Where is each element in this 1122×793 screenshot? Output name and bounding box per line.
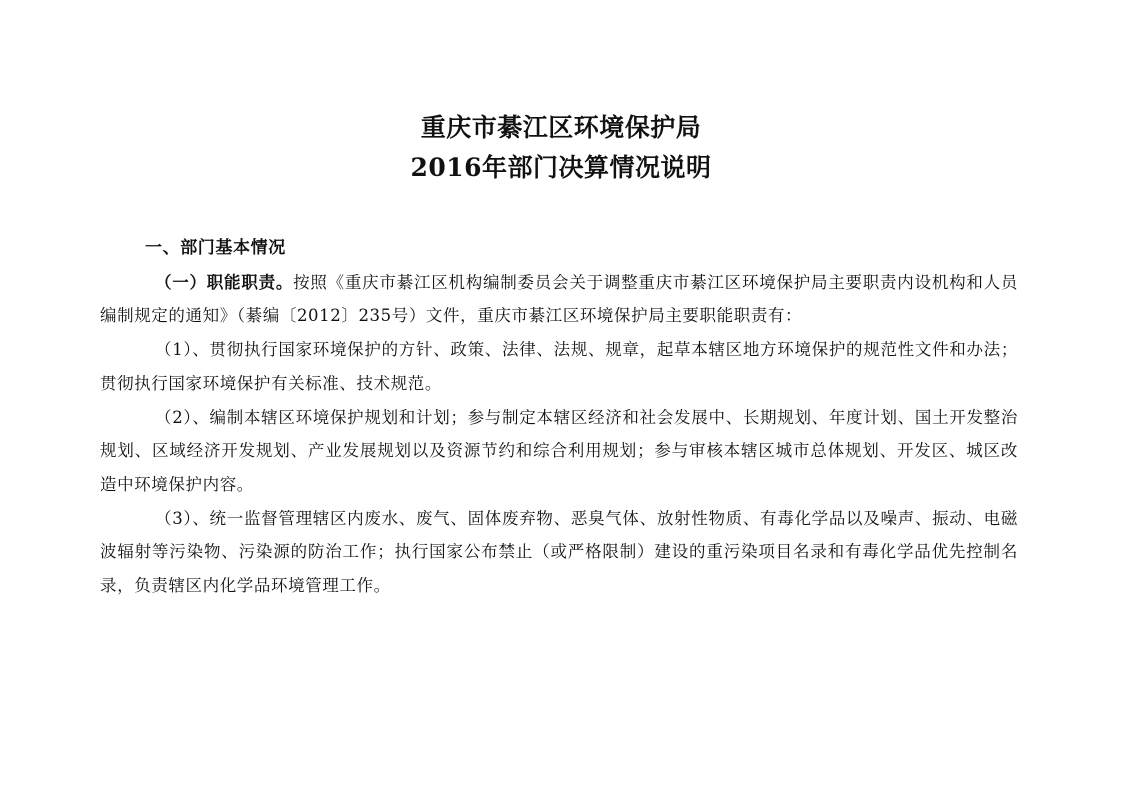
paragraph-item-1: （1）、贯彻执行国家环境保护的方针、政策、法律、法规、规章，起草本辖区地方环境保护的规范性文件和办法；贯彻执行国家环境保护有关标准、技术规范。 — [100, 340, 1018, 393]
section-heading: 一、部门基本情况 — [145, 238, 286, 258]
document-title-line2: 2016年部门决算情况说明 — [410, 153, 712, 182]
document-body — [100, 232, 1018, 603]
paragraph-duties-text: 按照《重庆市綦江区机构编制委员会关于调整重庆市綦江区环境保护局主要职责内设机构和人员编制规定的通知》（綦编〔2012〕235号）文件，重庆市綦江区环境保护局主要职能职责有： — [100, 272, 1018, 326]
sub-heading-duties: （一）职能职责。 — [155, 272, 294, 292]
paragraph-item-3: （3）、统一监督管理辖区内废水、废气、固体废弃物、恶臭气体、放射性物质、有毒化学品以及噪声、振动、电磁波辐射等污染物、污染源的防治工作；执行国家公布禁止（或严格限制）建设的重污染项目名录和有毒化学品优先控制名录，负责辖区内化学品环境管理工作。 — [100, 508, 1018, 596]
document-title-line1: 重庆市綦江区环境保护局 — [420, 113, 702, 142]
paragraph-duties — [100, 266, 1018, 333]
paragraph-item-2: （2）、编制本辖区环境保护规划和计划；参与制定本辖区经济和社会发展中、长期规划、年度计划、国土开发整治规划、区域经济开发规划、产业发展规划以及资源节约和综合利用规划；参与审核本辖区城市总体规划、开发区、城区改造中环境保护内容。 — [100, 407, 1018, 494]
